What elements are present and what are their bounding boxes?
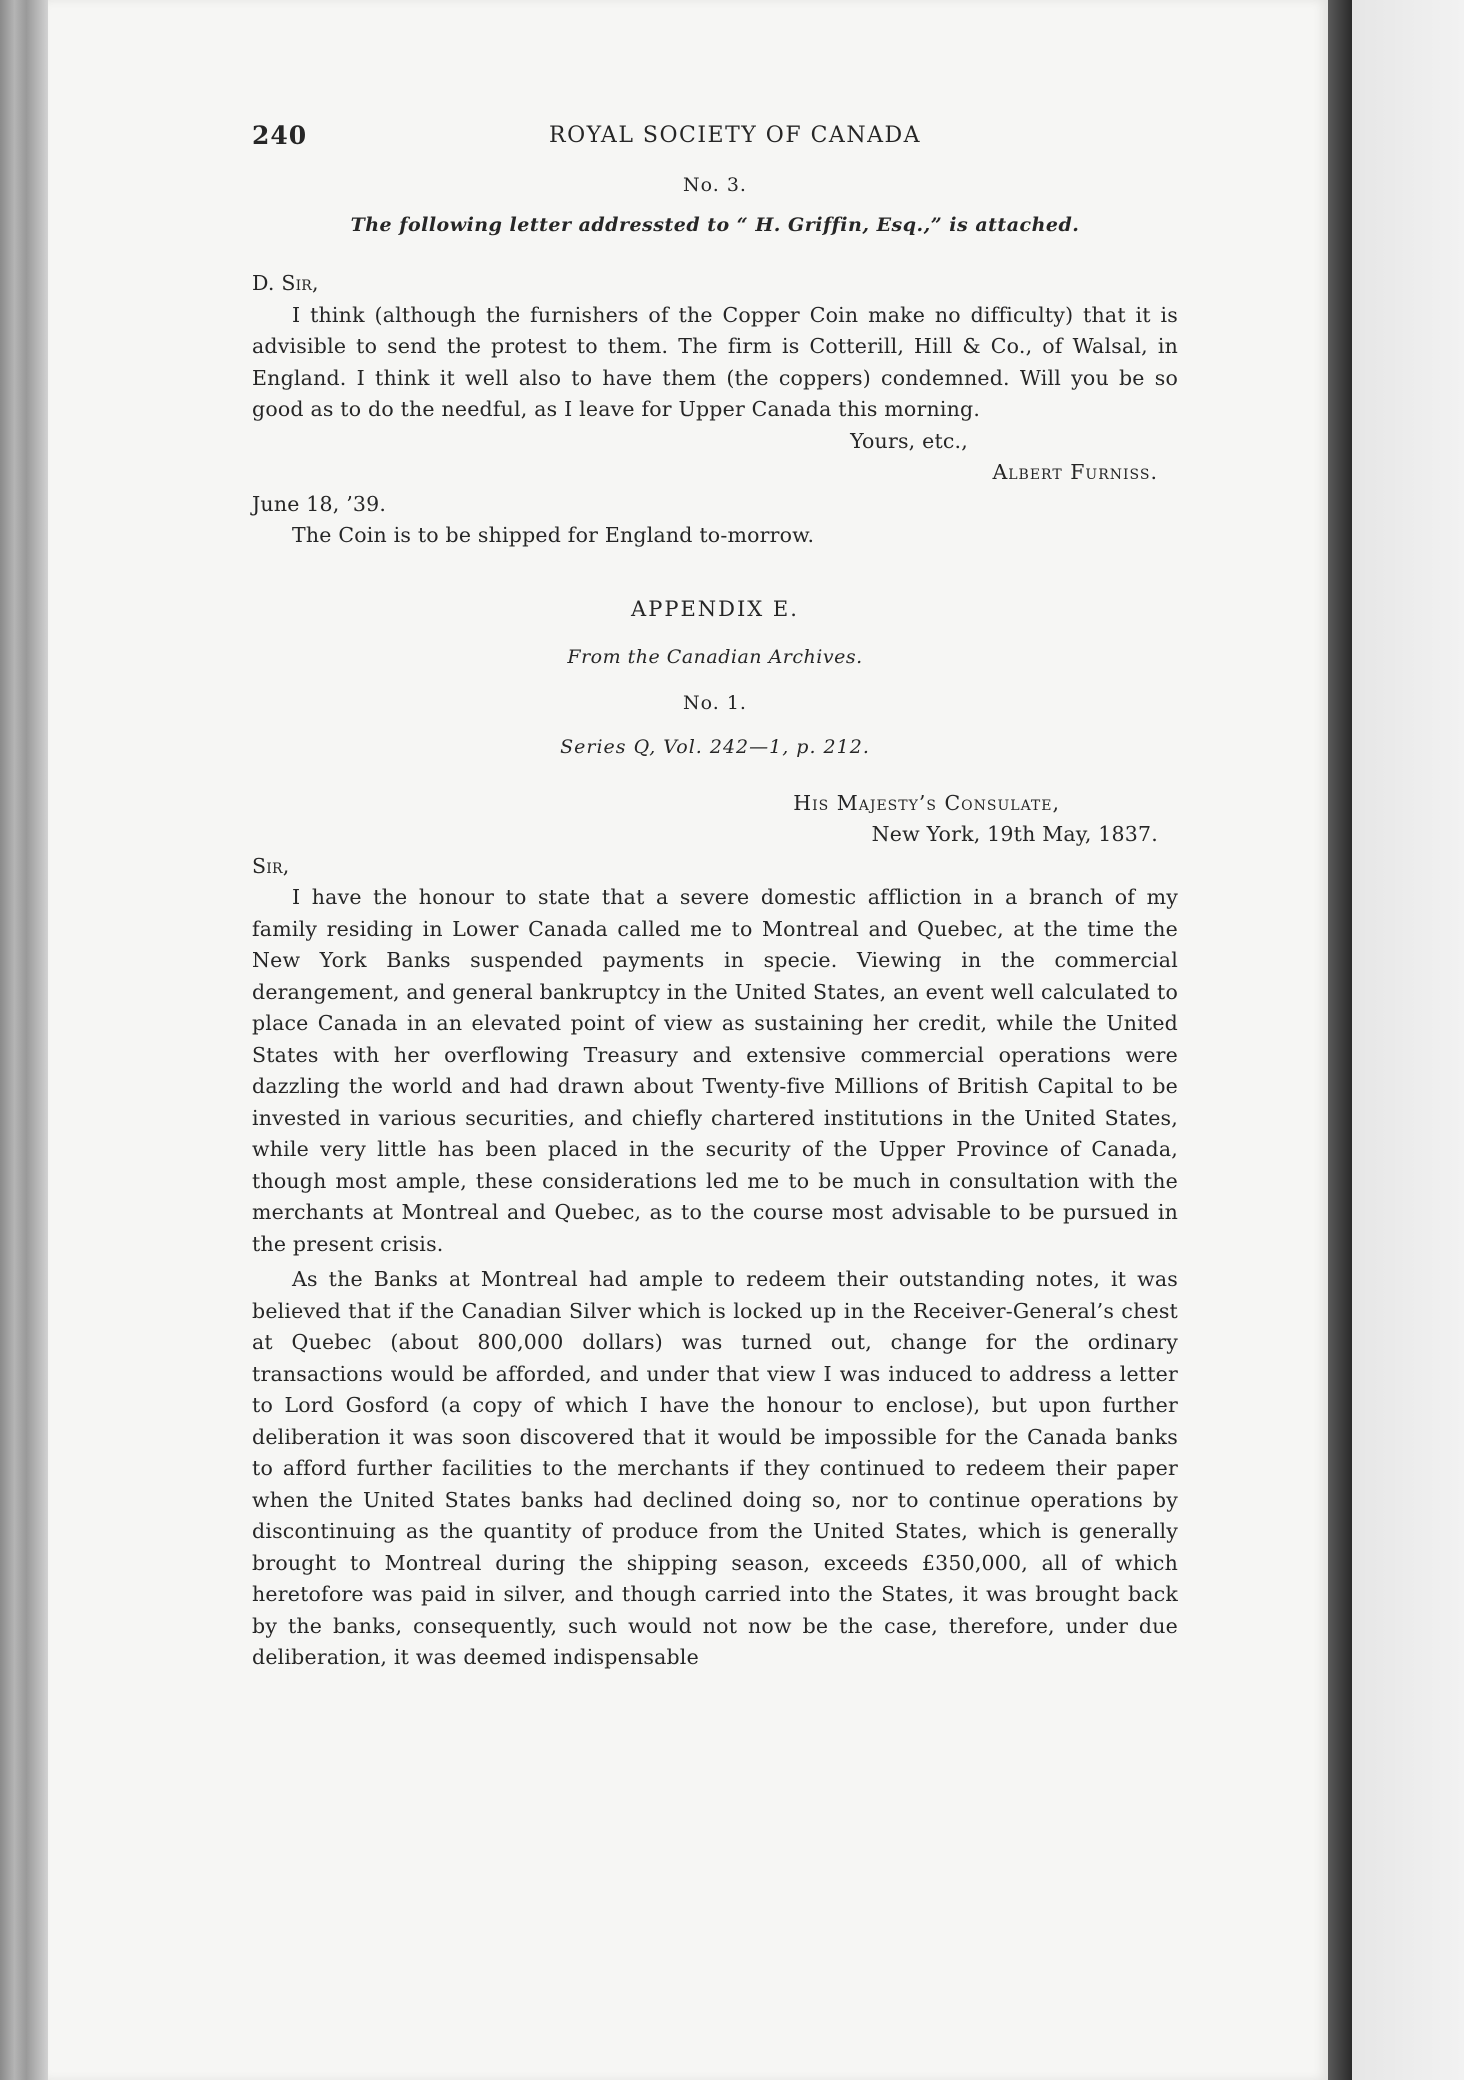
letter-caption: The following letter addressted to “ H. Griffin, Esq.,” is attached. — [350, 214, 1080, 236]
appendix-series: Series Q, Vol. 242—1, p. 212. — [560, 735, 870, 758]
letter-body: I think (although the furnishers of the Copper Coin make no difficulty) that it is advisible to send the protest to them. The firm is Cotterill, Hill & Co., of Walsal, in England. I think it well also to have them (the coppers) condemned. Will you be so good as to do the needful, as I leave for Upper Canada this morning. — [252, 302, 1178, 421]
book-gutter — [1328, 0, 1352, 2080]
appendix-paragraph-1: I have the honour to state that a severe domestic affliction in a branch of my family residing in Lower Canada called me to Montreal and Quebec, at the time the New York Banks suspended payments in specie. Viewing in the commercial derangement, and general bankruptcy in the United States, an event well calculated to place Canada in an elevated point of view as sustaining her credit, while the United States with her overflowing Treasury and extensive commercial operations were dazzling the world and had drawn about Twenty-five Millions of British Capital to be invested in various securities, and chiefly chartered institutions in the United States, while very little has been placed in the security of the Upper Province of Canada, though most ample, these considerations led me to be much in consultation with the merchants at Montreal and Quebec, as to the course most advisable to be pursued in the present crisis. — [252, 885, 1178, 1256]
consulate-place-date: New York, 19th May, 1837. — [871, 822, 1158, 846]
book-left-edge — [0, 0, 48, 2080]
appendix-number: No. 1. — [683, 691, 747, 714]
journal-title: ROYAL SOCIETY OF CANADA — [549, 123, 921, 148]
consulate-sender: His Majesty’s Consulate, — [793, 790, 1060, 815]
appendix-source: From the Canadian Archives. — [567, 645, 863, 668]
letter-number-heading: No. 3. — [683, 174, 747, 196]
letter-postscript: The Coin is to be shipped for England to-morrow. — [292, 523, 815, 547]
page-number: 240 — [252, 121, 308, 150]
page-text — [252, 120, 1178, 1674]
letter-closing: Yours, etc., — [850, 428, 968, 453]
letter-signature: Albert Furniss. — [992, 460, 1158, 484]
facing-page-edge — [1352, 0, 1464, 2080]
letter-salutation: D. Sir, — [252, 271, 319, 295]
appendix-heading: APPENDIX E. — [631, 596, 799, 621]
letter-date: June 18, ’39. — [252, 491, 387, 516]
appendix-salutation: Sir, — [252, 853, 290, 878]
running-head — [252, 120, 1178, 166]
appendix-paragraph-2: As the Banks at Montreal had ample to redeem their outstanding notes, it was believed that if the Canadian Silver which is locked up in the Receiver-General’s chest at Quebec (about 800,000 dollars) was turned out, change for the ordinary transactions would be afforded, and under that view I was induced to address a letter to Lord Gosford (a copy of which I have the honour to enclose), but upon further deliberation it was soon discovered that it would be impossible for the Canada banks to afford further facilities to the merchants if they continued to redeem their paper when the United States banks had declined doing so, nor to continue operations by discontinuing as the quantity of produce from the United States, which is generally brought to Montreal during the shipping season, exceeds £350,000, all of which heretofore was paid in silver, and though carried into the States, it was brought back by the banks, consequently, such would not now be the case, therefore, under due deliberation, it was deemed indispensable — [252, 1267, 1178, 1669]
